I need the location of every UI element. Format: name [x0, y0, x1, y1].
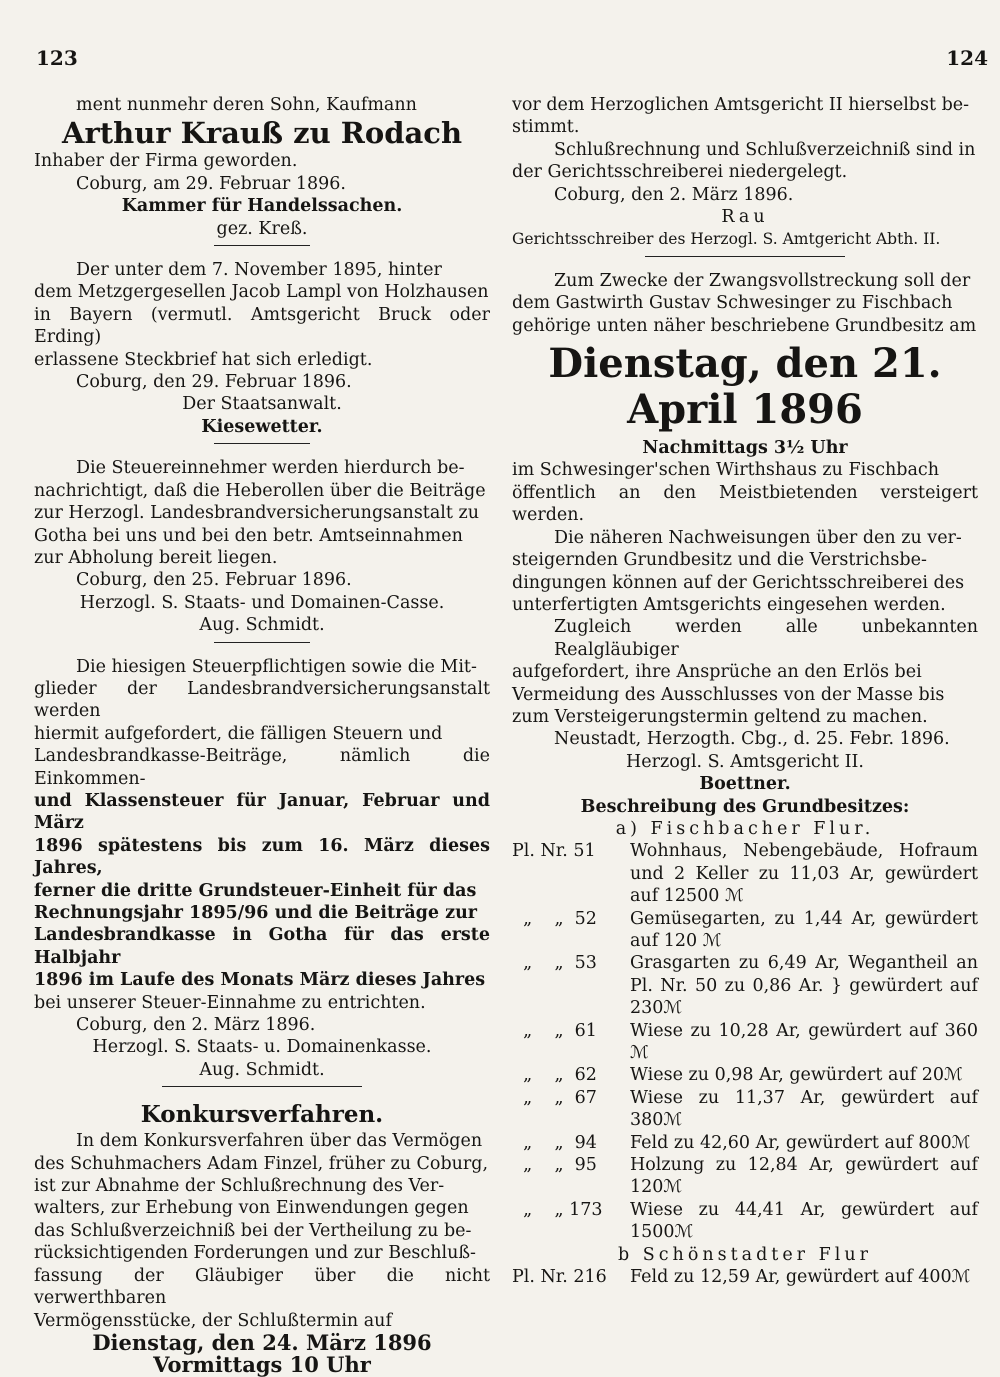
parcel-number: „ „ 61 [512, 1020, 597, 1041]
text-line: des Schuhmachers Adam Finzel, früher zu Coburg, [34, 1153, 489, 1174]
parcel-description: Wohnhaus, Nebengebäude, Hofraum und 2 Keller zu 11,03 Ar, gewürdert auf 12500 ℳ [630, 841, 978, 907]
versteigerung-time: Nachmittags 3½ Uhr [642, 438, 848, 459]
divider [214, 443, 310, 444]
parcel-number: „ „ 95 [512, 1155, 597, 1176]
parcel-description: Wiese zu 0,98 Ar, gewürdert auf 20ℳ [630, 1065, 963, 1086]
versteigerung-name: Boettner. [699, 774, 791, 795]
divider [214, 245, 310, 246]
parcel-entry [512, 1199, 978, 1244]
text-line: Zum Zwecke der Zwangsvollstreckung soll der [554, 270, 971, 291]
page-number-right: 124 [946, 46, 988, 70]
text-line: dem Gastwirth Gustav Schwesinger zu Fischbach [512, 293, 953, 314]
beschreibung-section [512, 796, 978, 1289]
versteigerung-place: Neustadt, Herzogth. Cbg., d. 25. Febr. 1896. [554, 729, 950, 750]
text-line: und Klassensteuer für Januar, Februar und März [34, 790, 490, 834]
text-line: das Schlußverzeichniß bei der Vertheilung zu be- [34, 1220, 472, 1241]
konkurs-time: Vormittags 10 Uhr [153, 1352, 371, 1377]
steckbrief-date: Coburg, den 29. Februar 1896. [76, 372, 352, 393]
text-line: hiermit aufgefordert, die fälligen Steuern und [34, 723, 443, 744]
text-line: zur Herzogl. Landesbrandversicherungsanstalt zu [34, 503, 479, 524]
versteigerung-date: Dienstag, den 21. April 1896 [548, 340, 942, 434]
text-line: zur Abholung bereit liegen. [34, 547, 278, 568]
heberollen-notice [34, 457, 490, 636]
text-line: walters, zur Erhebung von Einwendungen gegen [34, 1198, 469, 1219]
konkurs-notice [34, 1100, 490, 1376]
text-line: Gotha bei uns und bei den betr. Amtseinnahmen [34, 525, 463, 546]
konkurs-heading: Konkursverfahren. [140, 1101, 384, 1129]
firma-signed: gez. Kreß. [216, 218, 308, 239]
konkurs-termin: Dienstag, den 24. März 1896 [92, 1329, 432, 1355]
text-line: im Schwesinger'schen Wirthshaus zu Fischbach [512, 460, 939, 481]
parcel-description: Wiese zu 44,41 Ar, gewürdert auf 1500ℳ [630, 1199, 978, 1243]
text-line: stimmt. [512, 117, 580, 138]
text-line: Landesbrandkasse-Beiträge, nämlich die Einkommen- [34, 746, 490, 789]
text-line: Die näheren Nachweisungen über den zu ver- [554, 527, 962, 548]
steuern-name: Aug. Schmidt. [199, 1059, 325, 1080]
text-line: zum Versteigerungstermin geltend zu machen. [512, 706, 928, 727]
parcel-entry [512, 952, 978, 1019]
parcel-entry [512, 840, 978, 907]
text-line: In dem Konkursverfahren über das Vermögen [76, 1131, 483, 1152]
text-line: Zugleich werden alle unbekannten Realgläubiger [554, 617, 978, 660]
parcel-number: „ „ 67 [512, 1087, 597, 1108]
parcel-description: Grasgarten zu 6,49 Ar, Wegantheil an Pl. Nr. 50 zu 0,86 Ar. } gewürdert auf 230ℳ [630, 953, 978, 1019]
parcel-description: Wiese zu 10,28 Ar, gewürdert auf 360 ℳ [630, 1020, 978, 1064]
divider [162, 1086, 362, 1087]
heberollen-name: Aug. Schmidt. [199, 615, 325, 636]
firma-court: Kammer für Handelssachen. [121, 196, 403, 217]
text-line: Landesbrandkasse in Gotha für das erste Halbjahr [34, 925, 490, 968]
parcel-number: Pl. Nr. 51 [512, 841, 596, 862]
beschreibung-heading: Beschreibung des Grundbesitzes: [580, 796, 910, 817]
firma-notice [34, 94, 490, 240]
parcel-entry [512, 1020, 978, 1065]
steuern-date: Coburg, den 2. März 1896. [76, 1015, 316, 1036]
firma-date: Coburg, am 29. Februar 1896. [76, 173, 346, 194]
text-line: steigernden Grundbesitz und die Verstrichsbe- [512, 550, 927, 571]
text-line: dem Metzgergesellen Jacob Lampl von Holzhausen [34, 282, 489, 303]
konkurs-cont-date: Coburg, den 2. März 1896. [554, 184, 794, 205]
text-line: nachrichtigt, daß die Heberollen über die Beiträge [34, 480, 486, 501]
text-line: ferner die dritte Grundsteuer-Einheit für das [34, 880, 477, 901]
text-line: fassung der Gläubiger über die nicht verwerthbaren [34, 1265, 490, 1309]
text-line: Vermögensstücke, der Schlußtermin auf [34, 1310, 392, 1331]
parcel-entry [512, 1087, 978, 1132]
text-line: Der unter dem 7. November 1895, hinter [76, 260, 442, 281]
versteigerung-notice [512, 270, 978, 796]
steuern-notice [34, 656, 490, 1082]
page-number-left: 123 [36, 46, 78, 70]
steckbrief-notice [34, 259, 490, 438]
text-line: glieder der Landesbrandversicherungsanstalt werden [34, 678, 490, 722]
flur-a-heading: a) Fischbacher Flur. [615, 818, 875, 839]
text-line: unterfertigten Amtsgerichts eingesehen werden. [512, 594, 946, 615]
text-line: öffentlich an den Meistbietenden versteigert werden. [512, 482, 978, 526]
text-line: 1896 im Laufe des Monats März dieses Jahres [34, 970, 486, 991]
text-line: Schlußrechnung und Schlußverzeichniß sind in [554, 139, 976, 160]
text-line: Die Steuereinnehmer werden hierdurch be- [76, 458, 465, 479]
flur-b-heading: b Schönstadter Flur [618, 1244, 872, 1265]
parcel-list-a [512, 840, 978, 1243]
text-line: erlassene Steckbrief hat sich erledigt. [34, 349, 373, 370]
konkurs-continued [512, 94, 978, 251]
parcel-list-b [512, 1266, 978, 1288]
konkurs-cont-name: Rau [721, 207, 769, 228]
parcel-entry [512, 1132, 978, 1154]
text-line: 1896 spätestens bis zum 16. März dieses Jahres, [34, 835, 490, 879]
parcel-number: „ „ 94 [512, 1132, 597, 1153]
text-line: rücksichtigenden Forderungen und zur Beschluß- [34, 1243, 476, 1264]
divider [645, 256, 845, 257]
parcel-number: „ „ 62 [512, 1065, 597, 1086]
text-line: vor dem Herzoglichen Amtsgericht II hierselbst be- [512, 95, 970, 115]
konkurs-cont-office: Gerichtsschreiber des Herzogl. S. Amtgericht Abth. II. [512, 230, 941, 249]
text-line: ist zur Abnahme der Schlußrechnung des Ver- [34, 1176, 445, 1197]
text-line: der Gerichtsschreiberei niedergelegt. [512, 162, 848, 183]
parcel-number: „ „ 173 [512, 1199, 603, 1220]
right-column [512, 94, 978, 1289]
parcel-description: Feld zu 12,59 Ar, gewürdert auf 400ℳ [630, 1267, 971, 1288]
text-line: in Bayern (vermutl. Amtsgericht Bruck oder Erding) [34, 304, 490, 348]
text-line: Rechnungsjahr 1895/96 und die Beiträge zur [34, 903, 478, 923]
divider [214, 642, 310, 643]
parcel-description: Wiese zu 11,37 Ar, gewürdert auf 380ℳ [630, 1087, 978, 1131]
parcel-number: „ „ 52 [512, 908, 597, 929]
parcel-entry [512, 1064, 978, 1086]
parcel-entry [512, 1154, 978, 1199]
text-line: gehörige unten näher beschriebene Grundbesitz am [512, 315, 977, 336]
parcel-number: „ „ 53 [512, 953, 597, 974]
heberollen-date: Coburg, den 25. Februar 1896. [76, 570, 352, 591]
parcel-number: Pl. Nr. 216 [512, 1267, 607, 1288]
text-line: aufgefordert, ihre Ansprüche an den Erlös bei [512, 662, 922, 683]
parcel-description: Feld zu 42,60 Ar, gewürdert auf 800ℳ [630, 1132, 971, 1153]
firma-line3: Inhaber der Firma geworden. [34, 151, 298, 172]
left-column [34, 94, 490, 1377]
text-line: Die hiesigen Steuerpflichtigen sowie die Mit- [76, 656, 477, 677]
versteigerung-office: Herzogl. S. Amtsgericht II. [626, 751, 864, 772]
parcel-entry [512, 1266, 978, 1288]
steckbrief-office: Der Staatsanwalt. [182, 394, 342, 415]
parcel-entry [512, 908, 978, 953]
parcel-description: Holzung zu 12,84 Ar, gewürdert auf 120ℳ [630, 1155, 978, 1198]
parcel-description: Gemüsegarten, zu 1,44 Ar, gewürdert auf 120 ℳ [630, 908, 978, 951]
firma-name: Arthur Krauß zu Rodach [61, 116, 463, 151]
text-line: dingungen können auf der Gerichtsschreiberei des [512, 572, 965, 593]
heberollen-office: Herzogl. S. Staats- und Domainen-Casse. [79, 592, 445, 613]
steckbrief-name: Kiesewetter. [201, 416, 323, 437]
firma-line1: ment nunmehr deren Sohn, Kaufmann [76, 95, 417, 115]
text-line: bei unserer Steuer-Einnahme zu entrichten. [34, 992, 426, 1013]
steuern-office: Herzogl. S. Staats- u. Domainenkasse. [92, 1037, 432, 1058]
text-line: Vermeidung des Ausschlusses von der Masse bis [512, 684, 945, 705]
